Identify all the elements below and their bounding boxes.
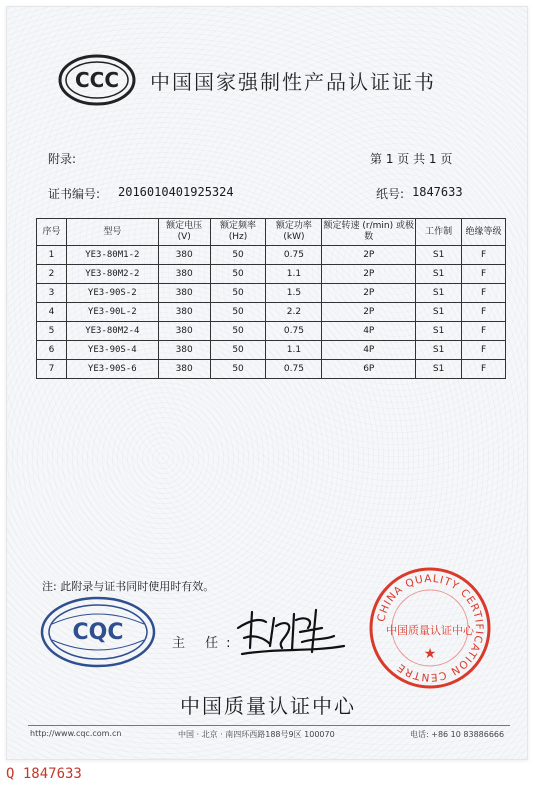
table-row [37, 322, 506, 341]
cell-voltage: 380 [158, 246, 210, 265]
svg-text:CQC: CQC [72, 620, 124, 645]
cell-insulation: F [462, 322, 506, 341]
cell-power: 0.75 [266, 246, 322, 265]
header-frequency: 额定频率 (Hz) [210, 219, 266, 246]
director-signature [230, 598, 350, 660]
header-index: 序号 [37, 219, 67, 246]
header-power: 额定功率 (kW) [266, 219, 322, 246]
cell-model: YE3-80M1-2 [66, 246, 158, 265]
paper-number-value: 1847633 [412, 185, 463, 199]
appendix-note: 注: 此附录与证书同时使用时有效。 [42, 580, 215, 593]
cell-frequency: 50 [210, 341, 266, 360]
seal-star-icon: ★ [423, 646, 437, 662]
cell-insulation: F [462, 265, 506, 284]
svg-text:CCC: CCC [74, 68, 120, 92]
cell-duty: S1 [416, 246, 462, 265]
cell-duty: S1 [416, 322, 462, 341]
footer-divider [28, 725, 510, 726]
table-row [37, 265, 506, 284]
footer-phone: 电话: +86 10 83886666 [410, 730, 505, 739]
cell-frequency: 50 [210, 246, 266, 265]
cell-duty: S1 [416, 265, 462, 284]
header-model: 型号 [66, 219, 158, 246]
cell-frequency: 50 [210, 265, 266, 284]
table-row [37, 341, 506, 360]
table-row [37, 360, 506, 379]
cell-duty: S1 [416, 341, 462, 360]
cell-model: YE3-90L-2 [66, 303, 158, 322]
cell-insulation: F [462, 360, 506, 379]
cell-voltage: 380 [158, 303, 210, 322]
cell-voltage: 380 [158, 341, 210, 360]
cell-duty: S1 [416, 284, 462, 303]
seal-ring-text: CHINA QUALITY CERTIFICATION CENTRE [375, 572, 486, 684]
cell-duty: S1 [416, 303, 462, 322]
cert-number-value: 2016010401925324 [118, 185, 234, 199]
cell-power: 2.2 [266, 303, 322, 322]
appendix-label: 附录: [48, 152, 77, 166]
cell-voltage: 380 [158, 265, 210, 284]
seal-inner-text: 中国质量认证中心 [386, 624, 474, 637]
cell-frequency: 50 [210, 284, 266, 303]
header-voltage: 额定电压 (V) [158, 219, 210, 246]
certificate-title: 中国国家强制性产品认证证书 [150, 70, 436, 94]
cell-voltage: 380 [158, 360, 210, 379]
cell-model: YE3-90S-6 [66, 360, 158, 379]
organization-name: 中国质量认证中心 [180, 694, 356, 718]
table-row [37, 284, 506, 303]
table-row [37, 303, 506, 322]
cell-power: 1.5 [266, 284, 322, 303]
ccc-logo [58, 54, 136, 106]
cell-insulation: F [462, 246, 506, 265]
cell-poles: 2P [322, 284, 416, 303]
cell-index: 5 [37, 322, 67, 341]
cell-index: 3 [37, 284, 67, 303]
cell-frequency: 50 [210, 360, 266, 379]
cell-voltage: 380 [158, 322, 210, 341]
table-header-row [37, 219, 506, 246]
cell-power: 0.75 [266, 360, 322, 379]
cell-frequency: 50 [210, 322, 266, 341]
cell-insulation: F [462, 284, 506, 303]
cell-poles: 2P [322, 303, 416, 322]
cell-insulation: F [462, 341, 506, 360]
cell-poles: 4P [322, 341, 416, 360]
cqc-logo [38, 594, 158, 670]
cell-poles: 2P [322, 265, 416, 284]
cell-model: YE3-90S-4 [66, 341, 158, 360]
cert-number-label: 证书编号: [48, 187, 101, 201]
cell-model: YE3-80M2-2 [66, 265, 158, 284]
cell-insulation: F [462, 303, 506, 322]
cell-voltage: 380 [158, 284, 210, 303]
cell-index: 4 [37, 303, 67, 322]
cell-index: 2 [37, 265, 67, 284]
header-insulation: 绝缘等级 [462, 219, 506, 246]
cell-model: YE3-80M2-4 [66, 322, 158, 341]
cell-poles: 6P [322, 360, 416, 379]
cell-poles: 2P [322, 246, 416, 265]
page-info: 第 1 页 共 1 页 [370, 152, 453, 166]
footer-address: 中国 · 北京 · 南四环西路188号9区 100070 [178, 730, 335, 739]
cell-index: 6 [37, 341, 67, 360]
footer-website: http://www.cqc.com.cn [30, 729, 122, 738]
cell-power: 0.75 [266, 322, 322, 341]
paper-number-label: 纸号: [376, 187, 405, 201]
director-label: 主 任: [172, 636, 239, 651]
cell-index: 7 [37, 360, 67, 379]
header-duty: 工作制 [416, 219, 462, 246]
cell-power: 1.1 [266, 341, 322, 360]
table-row [37, 246, 506, 265]
header-speed-poles: 额定转速 (r/min) 或极数 [322, 219, 416, 246]
bottom-serial-tag: Q 1847633 [6, 766, 82, 782]
cell-poles: 4P [322, 322, 416, 341]
cell-power: 1.1 [266, 265, 322, 284]
product-spec-table [36, 218, 506, 379]
cell-model: YE3-90S-2 [66, 284, 158, 303]
cell-index: 1 [37, 246, 67, 265]
cell-frequency: 50 [210, 303, 266, 322]
certification-seal [368, 566, 492, 690]
cell-duty: S1 [416, 360, 462, 379]
